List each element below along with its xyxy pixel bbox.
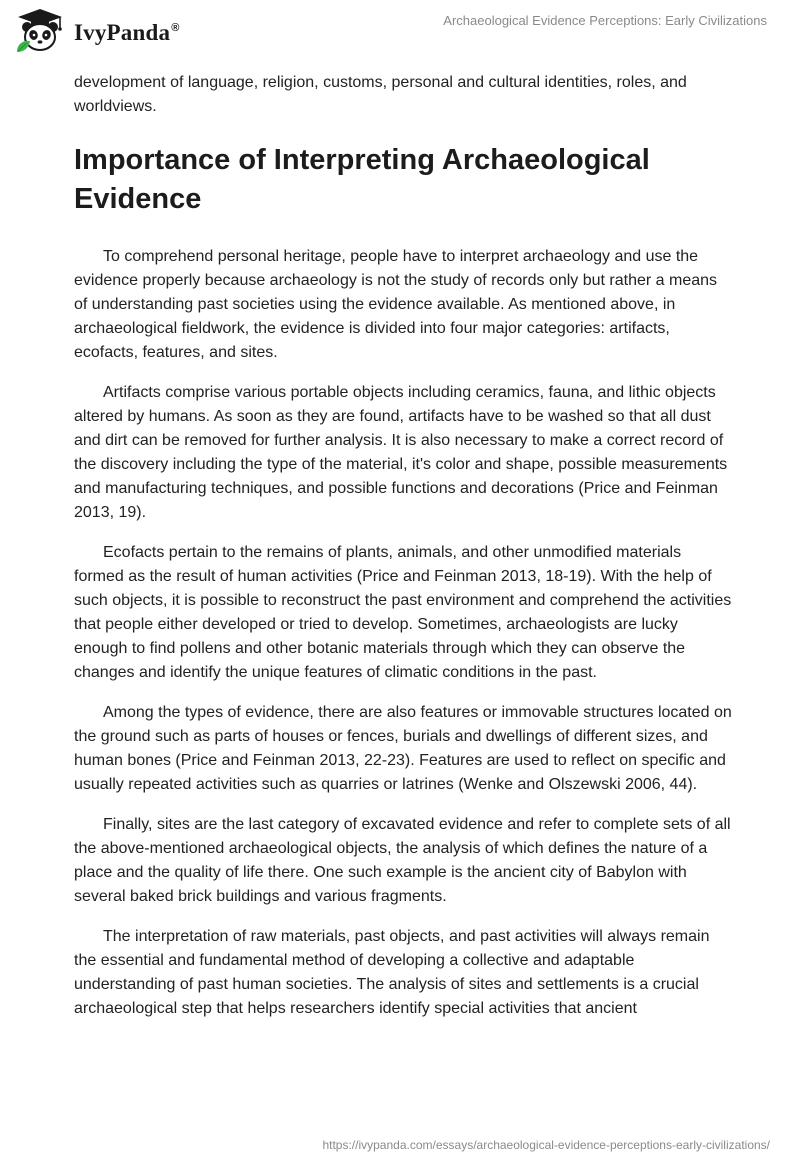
logo-wordmark: IvyPanda® [74,20,180,45]
source-url[interactable]: https://ivypanda.com/essays/archaeological-evidence-perceptions-early-civilizations/ [322,1138,770,1152]
body-paragraph: Finally, sites are the last category of excavated evidence and refer to complete sets of all the above-mentioned archaeological objects, the analysis of which defines the nature of a place and the quality of life there. One such example is the ancient city of Babylon with several baked brick buildings and various fragments. [74,816,731,905]
body-paragraph: Artifacts comprise various portable objects including ceramics, fauna, and lithic objects altered by humans. As soon as they are found, artifacts have to be washed so that all dust and dirt can be removed for further analysis. It is also necessary to make a correct record of the discovery including the type of the material, it's color and shape, possible measurements and manufacturing techniques, and possible functions and decorations (Price and Feinman 2013, 19). [74,384,728,521]
intro-paragraph: development of language, religion, customs, personal and cultural identities, roles, and worldviews. [74,74,687,115]
page-header [0,0,800,64]
body-paragraph: Ecofacts pertain to the remains of plants, animals, and other unmodified materials formed as the result of human activities (Price and Feinman 2013, 18-19). With the help of such objects, it is possible to reconstruct the past environment and comprehend the activities that people either developed or tried to develop. Sometimes, archaeologists are lucky enough to find pollens and other botanic materials through which they can observe the changes and identify the unique features of climatic conditions in the past. [74,544,732,681]
document-title: Archaeological Evidence Perceptions: Early Civilizations [443,13,767,28]
ivypanda-logo[interactable] [14,8,180,54]
body-paragraph: To comprehend personal heritage, people have to interpret archaeology and use the evidence properly because archaeology is not the study of records only but rather a means of understanding past societies using the evidence available. As mentioned above, in archaeological fieldwork, the evidence is divided into four major categories: artifacts, ecofacts, features, and sites. [74,248,718,361]
essay-content [74,71,734,1037]
section-heading: Importance of Interpreting Archaeological Evidence [74,144,650,215]
body-paragraph: The interpretation of raw materials, past objects, and past activities will always remain the essential and fundamental method of developing a collective and adaptable understanding of past human societies. The analysis of sites and settlements is a crucial archaeological step that helps researchers identify special activities that ancient [74,928,710,1017]
panda-logo-icon [14,8,66,54]
body-paragraph: Among the types of evidence, there are also features or immovable structures located on the ground such as parts of houses or fences, burials and dwellings of different sizes, and human bones (Price and Feinman 2013, 22-23). Features are used to reflect on specific and usually repeated activities such as quarries or latrines (Wenke and Olszewski 2006, 44). [74,704,732,793]
